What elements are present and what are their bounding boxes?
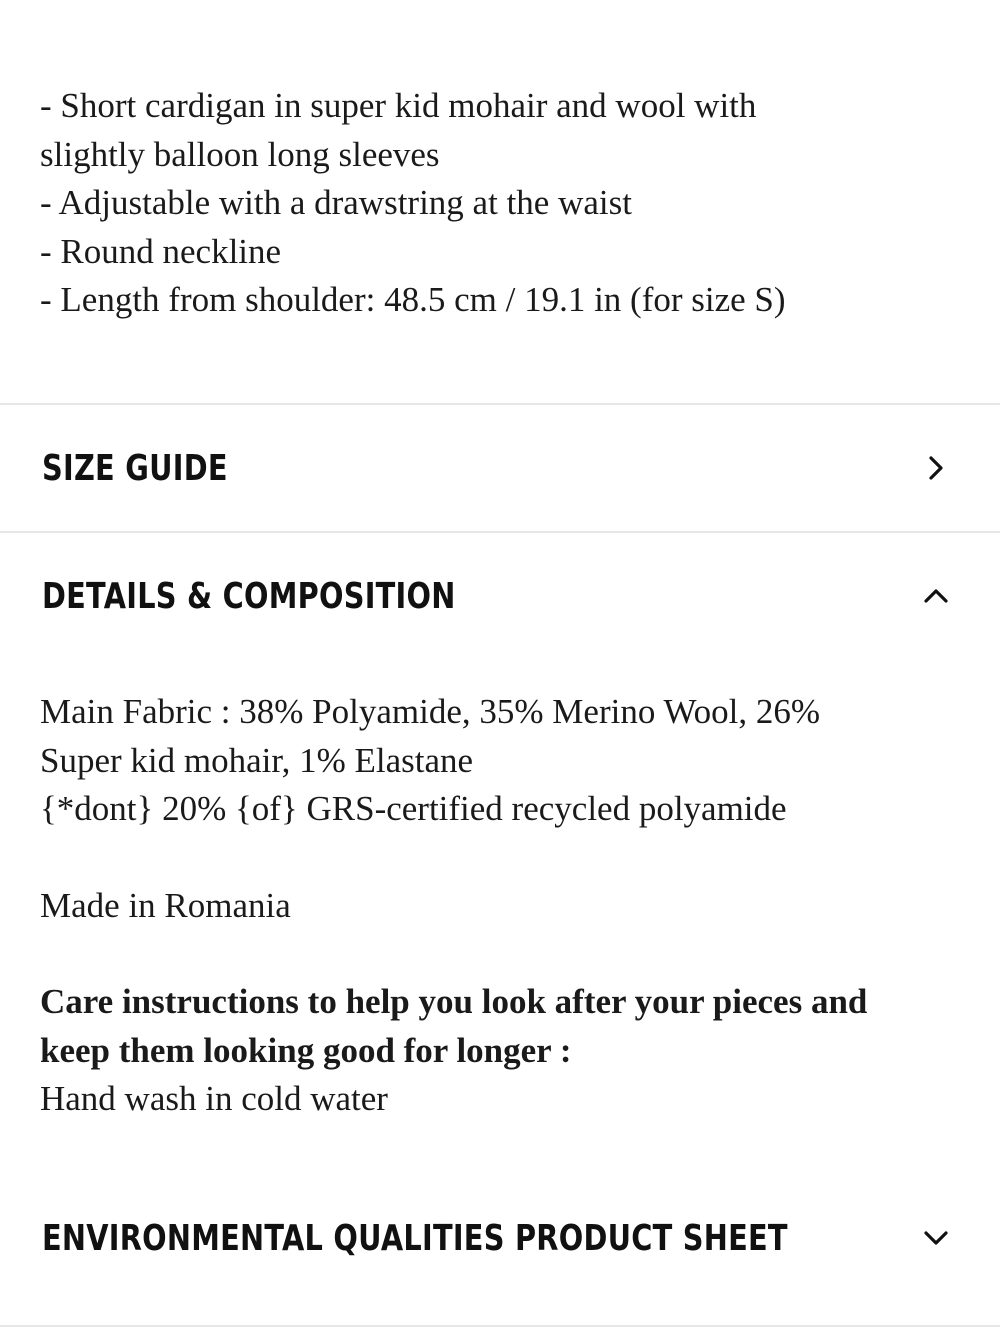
environmental-accordion[interactable] — [0, 1175, 1000, 1301]
size-guide-title: SIZE GUIDE — [42, 447, 228, 489]
description-line: slightly balloon long sleeves — [40, 134, 440, 174]
environmental-title: ENVIRONMENTAL QUALITIES PRODUCT SHEET — [42, 1217, 788, 1259]
composition-line: {*dont} 20% {of} GRS-certified recycled polyamide — [40, 789, 787, 828]
divider — [0, 1325, 1000, 1327]
composition-line: Main Fabric : 38% Polyamide, 35% Merino Wool, 26% — [40, 692, 821, 731]
composition-line: Super kid mohair, 1% Elastane — [40, 740, 474, 780]
chevron-up-icon — [921, 581, 951, 611]
chevron-right-icon — [921, 453, 951, 483]
details-composition-title: DETAILS & COMPOSITION — [42, 575, 456, 617]
chevron-down-icon — [921, 1223, 951, 1253]
care-heading-line: keep them looking good for longer : — [40, 1030, 572, 1070]
description-line: - Adjustable with a drawstring at the waist — [40, 183, 632, 222]
description-line: - Short cardigan in super kid mohair and wool with — [40, 86, 757, 125]
care-heading-line: Care instructions to help you look after your pieces and — [40, 982, 868, 1021]
product-description — [40, 82, 940, 325]
care-instruction: Hand wash in cold water — [40, 1079, 388, 1118]
description-line: - Round neckline — [40, 231, 282, 271]
details-composition-content — [40, 688, 960, 1124]
details-composition-accordion[interactable] — [0, 533, 1000, 659]
origin-text: Made in Romania — [40, 885, 291, 925]
description-line: - Length from shoulder: 48.5 cm / 19.1 in (for size S) — [40, 280, 786, 319]
size-guide-accordion[interactable] — [0, 405, 1000, 531]
